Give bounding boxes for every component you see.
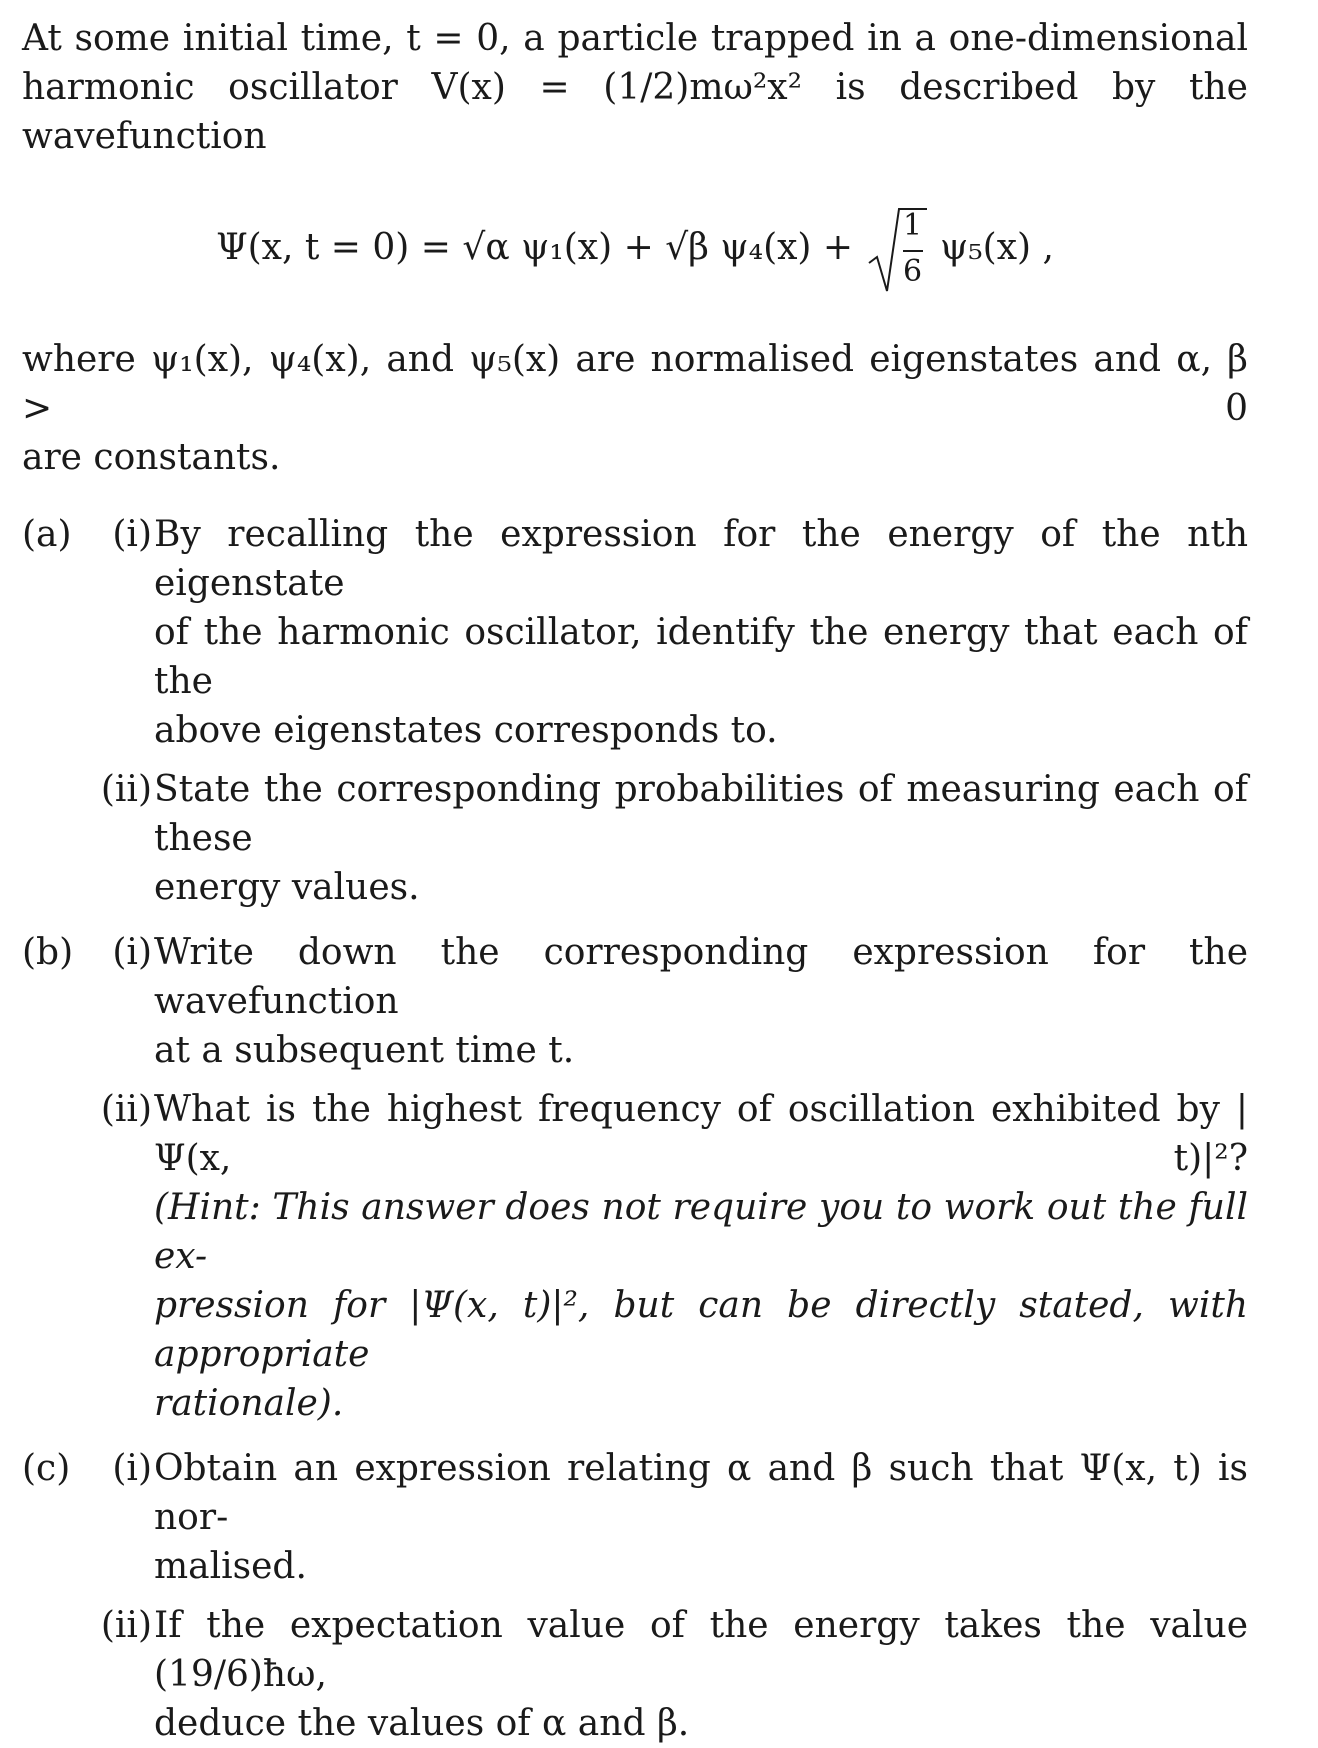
question-line: By recalling the expression for the energy of the nth eigenstate xyxy=(154,514,1248,604)
question-parts xyxy=(22,510,1248,1748)
part-a-ii xyxy=(22,765,1248,912)
question-line: State the corresponding probabilities of measuring each of these xyxy=(154,769,1248,859)
part-label: (c) xyxy=(22,1448,71,1489)
where-line-2: are constants. xyxy=(22,437,281,478)
equation-lhs: Ψ(x, t = 0) = xyxy=(216,227,451,268)
part-label: (a) xyxy=(22,514,72,555)
part-b-ii xyxy=(22,1085,1248,1428)
part-c xyxy=(22,1444,1248,1591)
question-line: What is the highest frequency of oscillation exhibited by |Ψ(x, t)|²? xyxy=(154,1089,1248,1179)
question-line: of the harmonic oscillator, identify the energy that each of the xyxy=(154,612,1248,702)
question-line: Obtain an expression relating α and β such that Ψ(x, t) is nor- xyxy=(154,1448,1248,1538)
question-line: at a subsequent time t. xyxy=(154,1030,575,1071)
part-c-ii xyxy=(22,1601,1248,1748)
equation-term-3: ψ₅(x) , xyxy=(939,227,1054,268)
part-b xyxy=(22,928,1248,1075)
subpart-label: (ii) xyxy=(100,1089,152,1130)
equation-sqrt-fraction xyxy=(865,205,929,295)
equation-term-2: √β ψ₄(x) + xyxy=(665,227,854,268)
where-line-1: where ψ₁(x), ψ₄(x), and ψ₅(x) are normalised eigenstates and α, β > 0 xyxy=(22,339,1248,429)
hint-line: rationale). xyxy=(154,1383,344,1424)
subpart-label: (i) xyxy=(112,932,152,973)
part-label: (b) xyxy=(22,932,74,973)
part-a xyxy=(22,510,1248,755)
question-line: malised. xyxy=(154,1546,307,1587)
question-line: If the expectation value of the energy takes the value (19/6)ħω, xyxy=(154,1605,1248,1695)
question-line: above eigenstates corresponds to. xyxy=(154,710,778,751)
hint-line: pression for |Ψ(x, t)|², but can be directly stated, with appropriate xyxy=(154,1285,1248,1375)
subpart-label: (ii) xyxy=(100,769,152,810)
subpart-label: (i) xyxy=(112,1448,152,1489)
question-line: deduce the values of α and β. xyxy=(154,1703,690,1744)
fraction-denominator: 6 xyxy=(902,254,923,289)
fraction-numerator: 1 xyxy=(902,208,923,243)
question-line: energy values. xyxy=(154,867,420,908)
equation-term-1: √α ψ₁(x) + xyxy=(462,227,654,268)
question-line: Write down the corresponding expression for the wavefunction xyxy=(154,932,1248,1022)
intro-line-2: harmonic oscillator V(x) = (1/2)mω²x² is described by the wavefunction xyxy=(22,67,1248,157)
hint-line: (Hint: This answer does not require you to work out the full ex- xyxy=(154,1187,1248,1277)
wavefunction-equation xyxy=(22,205,1248,305)
intro-line-1: At some initial time, t = 0, a particle trapped in a one-dimensional xyxy=(22,18,1248,59)
subpart-label: (ii) xyxy=(100,1605,152,1646)
subpart-label: (i) xyxy=(112,514,152,555)
